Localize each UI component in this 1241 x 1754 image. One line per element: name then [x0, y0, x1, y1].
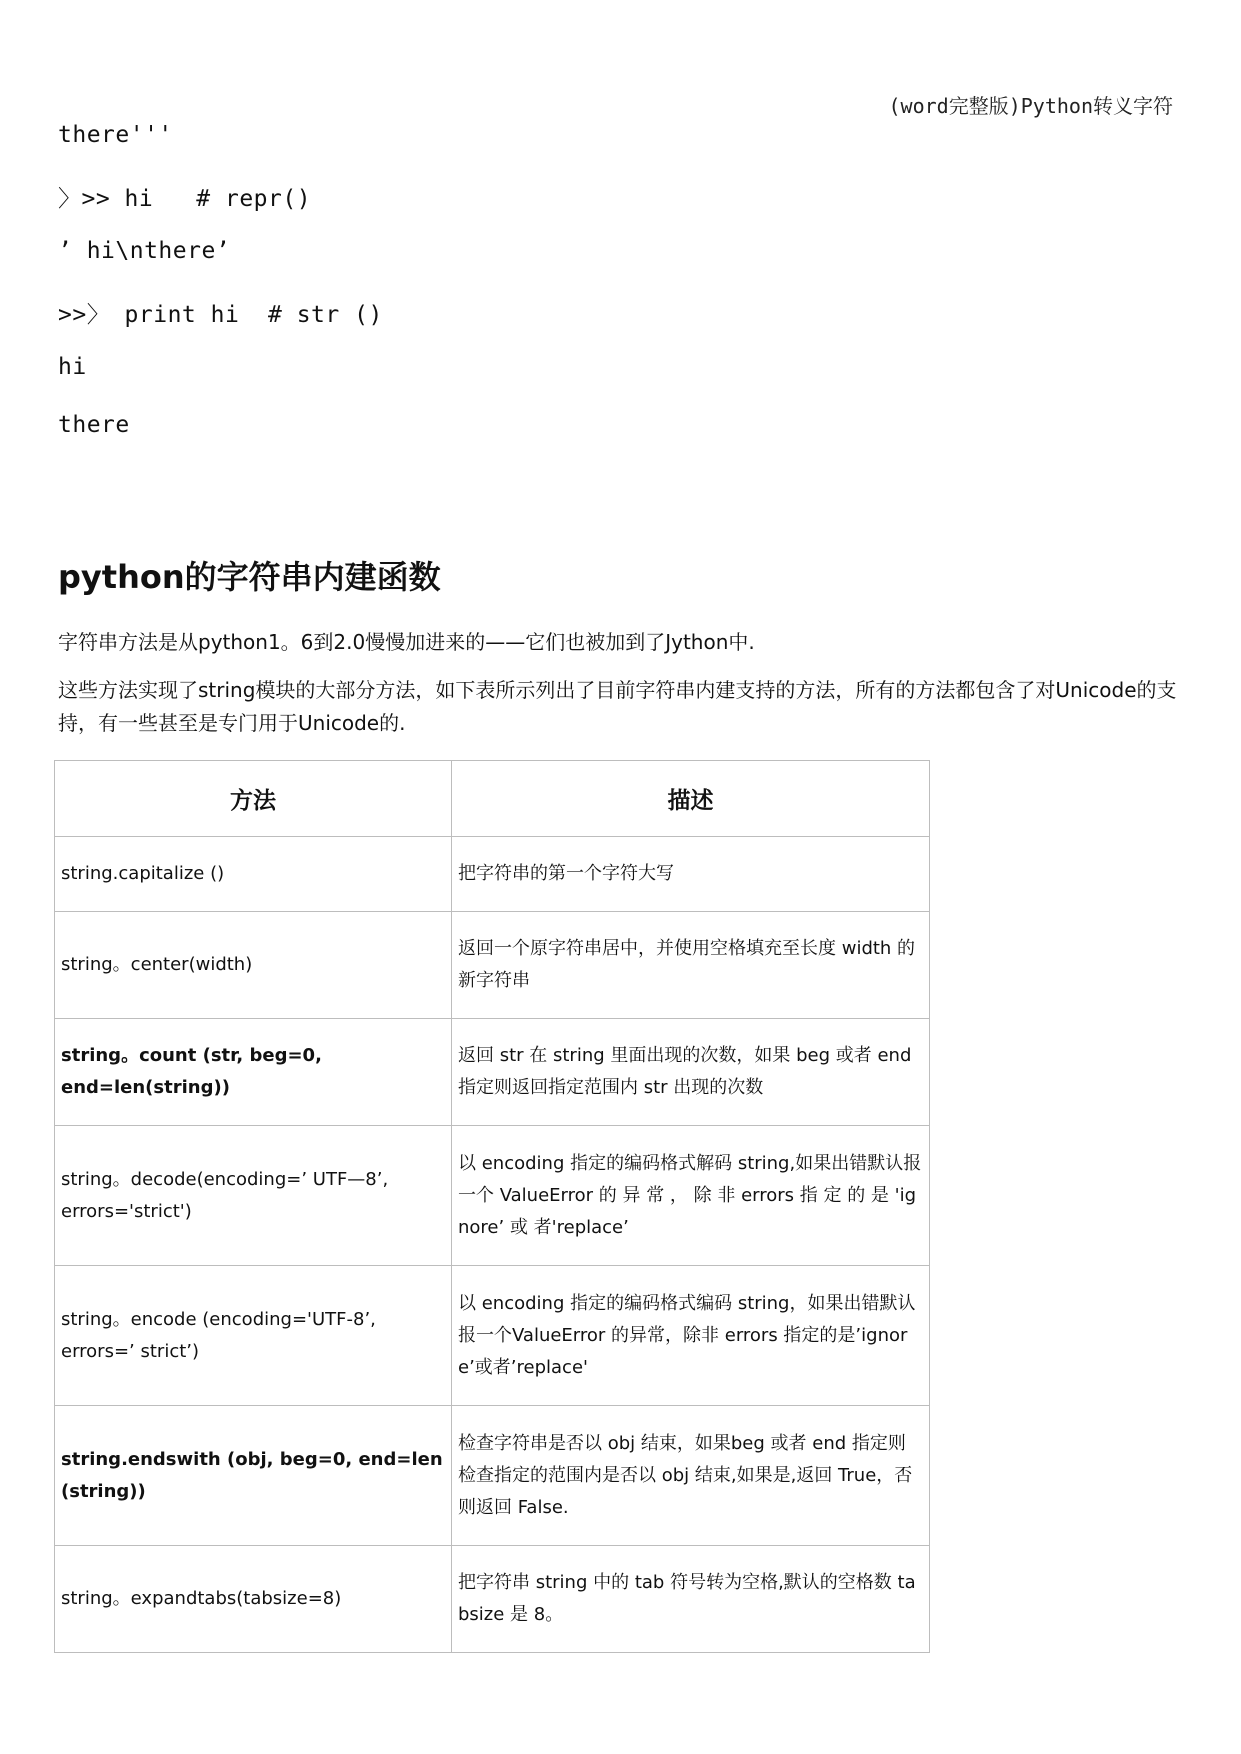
code-line: 〉>> hi # repr(): [58, 186, 312, 212]
description-cell: 返回一个原字符串居中，并使用空格填充至长度 width 的新字符串: [452, 912, 930, 1019]
description-paragraph: 这些方法实现了string模块的大部分方法，如下表所示列出了目前字符串内建支持的方法，所有的方法都包含了对Unicode的支持，有一些甚至是专门用于Unicode的.: [58, 678, 1177, 735]
description-cell: 以 encoding 指定的编码格式编码 string，如果出错默认报一个ValueError 的异常，除非 errors 指定的是’ignore’或者’replace': [452, 1266, 930, 1406]
document-header: (word完整版)Python转义字符: [888, 94, 1173, 118]
method-cell: string.endswith (obj, beg=0, end=len (string)): [55, 1406, 452, 1546]
code-line: >>〉 print hi # str (): [58, 302, 383, 328]
code-line: ’ hi\nthere’: [58, 238, 231, 264]
description-cell: 返回 str 在 string 里面出现的次数，如果 beg 或者 end 指定则返回指定范围内 str 出现的次数: [452, 1019, 930, 1126]
column-header-description: 描述: [452, 761, 930, 837]
method-cell: string。count (str, beg=0, end=len(string)): [55, 1019, 452, 1126]
table-row: [55, 1266, 930, 1406]
description-cell: 以 encoding 指定的编码格式解码 string,如果出错默认报一个 ValueError 的 异 常 ， 除 非 errors 指 定 的 是 'ignore’ 或 者'replace’: [452, 1126, 930, 1266]
column-header-method: 方法: [55, 761, 452, 837]
description-cell: 检查字符串是否以 obj 结束，如果beg 或者 end 指定则检查指定的范围内是否以 obj 结束,如果是,返回 True，否则返回 False.: [452, 1406, 930, 1546]
method-cell: string.capitalize (): [55, 837, 452, 912]
table-row: [55, 1406, 930, 1546]
code-line: there''': [58, 122, 173, 148]
method-cell: string。decode(encoding=’ UTF—8’, errors='strict'): [55, 1126, 452, 1266]
table-row: [55, 1546, 930, 1653]
code-line: hi: [58, 354, 87, 380]
intro-paragraph: 字符串方法是从python1。6到2.0慢慢加进来的——它们也被加到了Jython中.: [58, 630, 755, 654]
section-heading: python的字符串内建函数: [58, 558, 441, 596]
code-line: there: [58, 412, 130, 438]
table-row: [55, 912, 930, 1019]
table-header-row: [55, 761, 930, 837]
method-cell: string。encode (encoding='UTF-8’, errors=’ strict’): [55, 1266, 452, 1406]
table-row: [55, 837, 930, 912]
methods-table: [54, 760, 930, 1653]
method-cell: string。center(width): [55, 912, 452, 1019]
description-cell: 把字符串的第一个字符大写: [452, 837, 930, 912]
table-row: [55, 1019, 930, 1126]
method-cell: string。expandtabs(tabsize=8): [55, 1546, 452, 1653]
description-cell: 把字符串 string 中的 tab 符号转为空格,默认的空格数 tabsize 是 8。: [452, 1546, 930, 1653]
table-row: [55, 1126, 930, 1266]
